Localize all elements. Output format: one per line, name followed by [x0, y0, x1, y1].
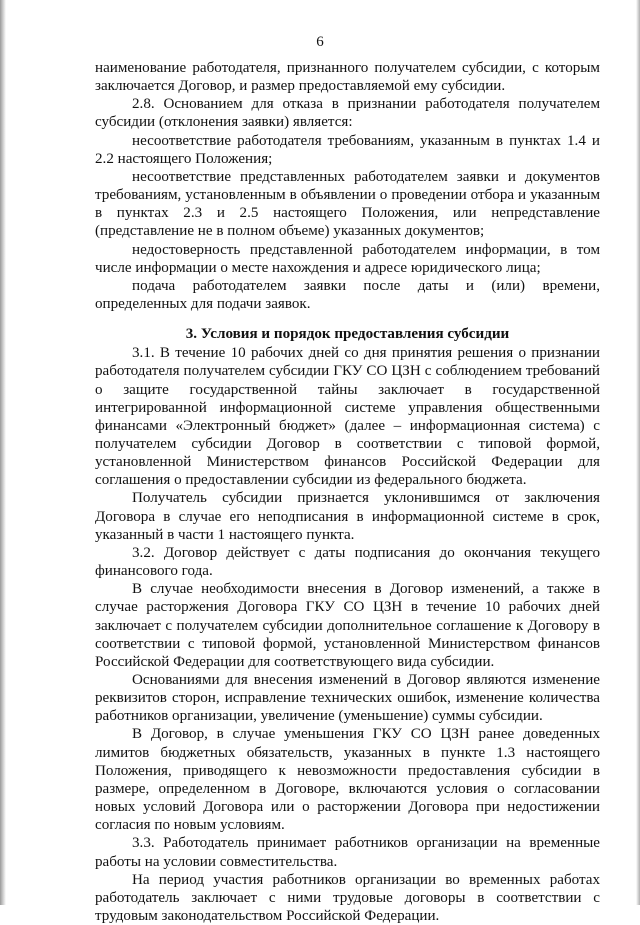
paragraph-amendments: В случае необходимости внесения в Договор изменений, а также в случае расторжения Договора ГКУ СО ЦЗН в течение 10 рабочих дней заключает с получателем субсидии дополнительное соглашение к Договору в соответствии с типовой формой, установленной Министерством финансов Российской Федерации для соответствующего вида субсидии. [95, 581, 600, 670]
document-body [95, 59, 600, 925]
section-heading: 3. Условия и порядок предоставления субсидии [185, 326, 510, 343]
refusal-reason-requirements: несоответствие работодателя требованиям, указанным в пунктах 1.4 и 2.2 настоящего Положения; [95, 132, 600, 167]
paragraph-2-8: 2.8. Основанием для отказа в признании работодателя получателем субсидии (отклонения заявки) является: [95, 96, 600, 131]
paragraph-3-1: 3.1. В течение 10 рабочих дней со дня принятия решения о признании работодателя получателем субсидии ГКУ СО ЦЗН с соблюдением требований о защите государственной тайны заключает в государственной интегрированной информационной системе управления общественными финансами «Электронный бюджет» (далее – информационная система) с получателем субсидии Договор в соответствии с типовой формой, установленной Министерством финансов Российской Федерации для соглашения о предоставлении субсидии из федерального бюджета. [95, 345, 600, 489]
paragraph-evasion: Получатель субсидии признается уклонившимся от заключения Договора в случае его неподписания в информационной системе в срок, указанный в части 1 настоящего пункта. [95, 490, 600, 543]
scan-edge-right [636, 0, 640, 905]
paragraph-3-2: 3.2. Договор действует с даты подписания до окончания текущего финансового года. [95, 544, 600, 580]
paragraph-limit-reduction: В Договор, в случае уменьшения ГКУ СО ЦЗН ранее доведенных лимитов бюджетных обязательств, указанных в пункте 1.3 настоящего Положения, приводящего к невозможности предоставления субсидии в размере, определенном в Договоре, включаются условия о согласовании новых условий Договора или о расторжении Договора при недостижении согласия по новым условиям. [95, 726, 600, 834]
paragraph-3-3: 3.3. Работодатель принимает работников организации на временные работы на условии совместительства. [95, 835, 600, 870]
paragraph-labor-contracts: На период участия работников организации во временных работах работодатель заключает с ними трудовые договоры в соответствии с трудовым законодательством Российской Федерации. [95, 871, 600, 925]
paragraph-continuation: наименование работодателя, признанного получателем субсидии, с которым заключается Договор, и размер предоставляемой ему субсидии. [95, 60, 600, 95]
paragraph-amendment-grounds: Основаниями для внесения изменений в Договор являются изменение реквизитов сторон, исправление технических ошибок, изменение количества работников организации, увеличение (уменьшение) суммы субсидии. [95, 672, 600, 725]
scan-edge-left [0, 0, 6, 905]
refusal-reason-documents: несоответствие представленных работодателем заявки и документов требованиям, установленным в объявлении о проведении отбора и указанным в пунктах 2.3 и 2.5 настоящего Положения, или непредставление (представление не в полном объеме) указанных документов; [95, 168, 600, 240]
refusal-reason-late-submission: подача работодателем заявки после даты и (или) времени, определенных для подачи заявок. [95, 277, 600, 313]
refusal-reason-inaccuracy: недостоверность представленной работодателем информации, в том числе информации о месте нахождения и адресе юридического лица; [95, 241, 600, 276]
page-number: 6 [316, 34, 324, 50]
